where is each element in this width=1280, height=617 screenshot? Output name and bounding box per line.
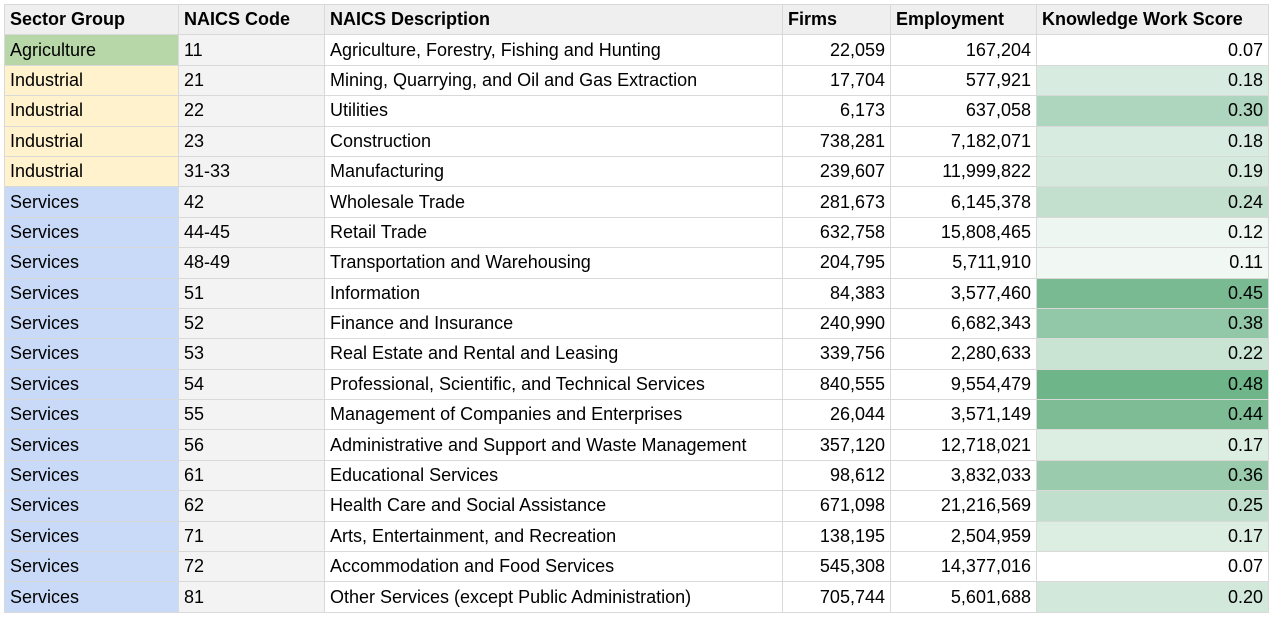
cell-naics-code[interactable]: 53 [179,339,325,369]
cell-employment[interactable]: 12,718,021 [891,430,1037,460]
cell-employment[interactable]: 6,145,378 [891,187,1037,217]
cell-naics-description[interactable]: Professional, Scientific, and Technical Services [325,369,783,399]
cell-employment[interactable]: 577,921 [891,65,1037,95]
cell-knowledge-work-score[interactable]: 0.30 [1037,96,1269,126]
cell-sector-group[interactable]: Services [5,552,179,582]
cell-naics-code[interactable]: 21 [179,65,325,95]
cell-naics-description[interactable]: Educational Services [325,460,783,490]
table-row [5,65,1269,95]
cell-employment[interactable]: 637,058 [891,96,1037,126]
cell-firms[interactable]: 632,758 [783,217,891,247]
cell-firms[interactable]: 22,059 [783,35,891,65]
cell-sector-group[interactable]: Services [5,217,179,247]
cell-naics-description[interactable]: Accommodation and Food Services [325,552,783,582]
table-row [5,582,1269,612]
naics-table [4,4,1269,613]
cell-naics-code[interactable]: 81 [179,582,325,612]
cell-naics-code[interactable]: 54 [179,369,325,399]
cell-naics-code[interactable]: 71 [179,521,325,551]
cell-sector-group[interactable]: Industrial [5,96,179,126]
cell-naics-description[interactable]: Administrative and Support and Waste Management [325,430,783,460]
table-row [5,248,1269,278]
cell-employment[interactable]: 7,182,071 [891,126,1037,156]
header-firms[interactable]: Firms [783,5,891,35]
cell-employment[interactable]: 14,377,016 [891,552,1037,582]
cell-naics-description[interactable]: Mining, Quarrying, and Oil and Gas Extraction [325,65,783,95]
cell-knowledge-work-score[interactable]: 0.48 [1037,369,1269,399]
cell-sector-group[interactable]: Industrial [5,126,179,156]
cell-firms[interactable]: 84,383 [783,278,891,308]
cell-naics-description[interactable]: Real Estate and Rental and Leasing [325,339,783,369]
cell-employment[interactable]: 167,204 [891,35,1037,65]
table-row [5,96,1269,126]
cell-knowledge-work-score[interactable]: 0.44 [1037,400,1269,430]
table-row [5,126,1269,156]
cell-naics-description[interactable]: Other Services (except Public Administration) [325,582,783,612]
cell-naics-code[interactable]: 42 [179,187,325,217]
cell-knowledge-work-score[interactable]: 0.07 [1037,35,1269,65]
cell-knowledge-work-score[interactable]: 0.11 [1037,248,1269,278]
cell-knowledge-work-score[interactable]: 0.24 [1037,187,1269,217]
cell-sector-group[interactable]: Agriculture [5,35,179,65]
cell-naics-code[interactable]: 62 [179,491,325,521]
cell-knowledge-work-score[interactable]: 0.18 [1037,126,1269,156]
cell-sector-group[interactable]: Services [5,248,179,278]
header-row [5,5,1269,35]
cell-employment[interactable]: 3,832,033 [891,460,1037,490]
cell-sector-group[interactable]: Industrial [5,65,179,95]
cell-knowledge-work-score[interactable]: 0.20 [1037,582,1269,612]
cell-naics-code[interactable]: 22 [179,96,325,126]
cell-naics-description[interactable]: Arts, Entertainment, and Recreation [325,521,783,551]
cell-sector-group[interactable]: Services [5,278,179,308]
cell-firms[interactable]: 138,195 [783,521,891,551]
cell-naics-description[interactable]: Finance and Insurance [325,308,783,338]
cell-naics-description[interactable]: Transportation and Warehousing [325,248,783,278]
cell-employment[interactable]: 21,216,569 [891,491,1037,521]
cell-naics-description[interactable]: Wholesale Trade [325,187,783,217]
cell-firms[interactable]: 239,607 [783,156,891,186]
cell-knowledge-work-score[interactable]: 0.07 [1037,552,1269,582]
table-row [5,552,1269,582]
cell-employment[interactable]: 9,554,479 [891,369,1037,399]
cell-knowledge-work-score[interactable]: 0.25 [1037,491,1269,521]
cell-naics-description[interactable]: Construction [325,126,783,156]
cell-naics-code[interactable]: 61 [179,460,325,490]
cell-knowledge-work-score[interactable]: 0.12 [1037,217,1269,247]
cell-employment[interactable]: 3,571,149 [891,400,1037,430]
cell-knowledge-work-score[interactable]: 0.36 [1037,460,1269,490]
header-sector-group[interactable]: Sector Group [5,5,179,35]
cell-naics-code[interactable]: 31-33 [179,156,325,186]
cell-firms[interactable]: 281,673 [783,187,891,217]
cell-employment[interactable]: 6,682,343 [891,308,1037,338]
cell-firms[interactable]: 705,744 [783,582,891,612]
header-knowledge-work-score[interactable]: Knowledge Work Score [1037,5,1269,35]
cell-knowledge-work-score[interactable]: 0.45 [1037,278,1269,308]
table-row [5,430,1269,460]
cell-sector-group[interactable]: Services [5,308,179,338]
cell-naics-code[interactable]: 55 [179,400,325,430]
cell-employment[interactable]: 2,504,959 [891,521,1037,551]
table-row [5,35,1269,65]
table-row [5,217,1269,247]
table-row [5,400,1269,430]
table-row [5,308,1269,338]
cell-sector-group[interactable]: Services [5,460,179,490]
cell-naics-description[interactable]: Agriculture, Forestry, Fishing and Hunting [325,35,783,65]
cell-naics-code[interactable]: 23 [179,126,325,156]
cell-firms[interactable]: 357,120 [783,430,891,460]
cell-knowledge-work-score[interactable]: 0.38 [1037,308,1269,338]
cell-firms[interactable]: 545,308 [783,552,891,582]
cell-firms[interactable]: 6,173 [783,96,891,126]
cell-naics-code[interactable]: 56 [179,430,325,460]
cell-firms[interactable]: 17,704 [783,65,891,95]
cell-knowledge-work-score[interactable]: 0.17 [1037,521,1269,551]
cell-naics-code[interactable]: 52 [179,308,325,338]
cell-firms[interactable]: 738,281 [783,126,891,156]
cell-knowledge-work-score[interactable]: 0.18 [1037,65,1269,95]
table-row [5,491,1269,521]
cell-employment[interactable]: 5,601,688 [891,582,1037,612]
header-naics-description[interactable]: NAICS Description [325,5,783,35]
cell-firms[interactable]: 671,098 [783,491,891,521]
cell-knowledge-work-score[interactable]: 0.22 [1037,339,1269,369]
cell-sector-group[interactable]: Services [5,582,179,612]
table-row [5,460,1269,490]
cell-sector-group[interactable]: Services [5,369,179,399]
cell-firms[interactable]: 339,756 [783,339,891,369]
cell-naics-code[interactable]: 44-45 [179,217,325,247]
header-naics-code[interactable]: NAICS Code [179,5,325,35]
cell-sector-group[interactable]: Services [5,187,179,217]
table-row [5,278,1269,308]
cell-firms[interactable]: 240,990 [783,308,891,338]
cell-naics-description[interactable]: Management of Companies and Enterprises [325,400,783,430]
table-row [5,339,1269,369]
table-row [5,369,1269,399]
cell-sector-group[interactable]: Industrial [5,156,179,186]
cell-sector-group[interactable]: Services [5,521,179,551]
cell-employment[interactable]: 2,280,633 [891,339,1037,369]
cell-employment[interactable]: 15,808,465 [891,217,1037,247]
cell-employment[interactable]: 3,577,460 [891,278,1037,308]
cell-firms[interactable]: 204,795 [783,248,891,278]
cell-knowledge-work-score[interactable]: 0.19 [1037,156,1269,186]
cell-sector-group[interactable]: Services [5,339,179,369]
cell-naics-code[interactable]: 51 [179,278,325,308]
cell-firms[interactable]: 840,555 [783,369,891,399]
cell-naics-code[interactable]: 11 [179,35,325,65]
cell-employment[interactable]: 11,999,822 [891,156,1037,186]
cell-sector-group[interactable]: Services [5,400,179,430]
cell-sector-group[interactable]: Services [5,430,179,460]
cell-naics-description[interactable]: Manufacturing [325,156,783,186]
cell-sector-group[interactable]: Services [5,491,179,521]
cell-employment[interactable]: 5,711,910 [891,248,1037,278]
cell-naics-description[interactable]: Utilities [325,96,783,126]
cell-firms[interactable]: 26,044 [783,400,891,430]
cell-naics-code[interactable]: 48-49 [179,248,325,278]
cell-knowledge-work-score[interactable]: 0.17 [1037,430,1269,460]
cell-firms[interactable]: 98,612 [783,460,891,490]
table-row [5,521,1269,551]
cell-naics-description[interactable]: Information [325,278,783,308]
table-body [5,35,1269,612]
cell-naics-description[interactable]: Health Care and Social Assistance [325,491,783,521]
cell-naics-code[interactable]: 72 [179,552,325,582]
header-employment[interactable]: Employment [891,5,1037,35]
table-row [5,187,1269,217]
cell-naics-description[interactable]: Retail Trade [325,217,783,247]
table-row [5,156,1269,186]
